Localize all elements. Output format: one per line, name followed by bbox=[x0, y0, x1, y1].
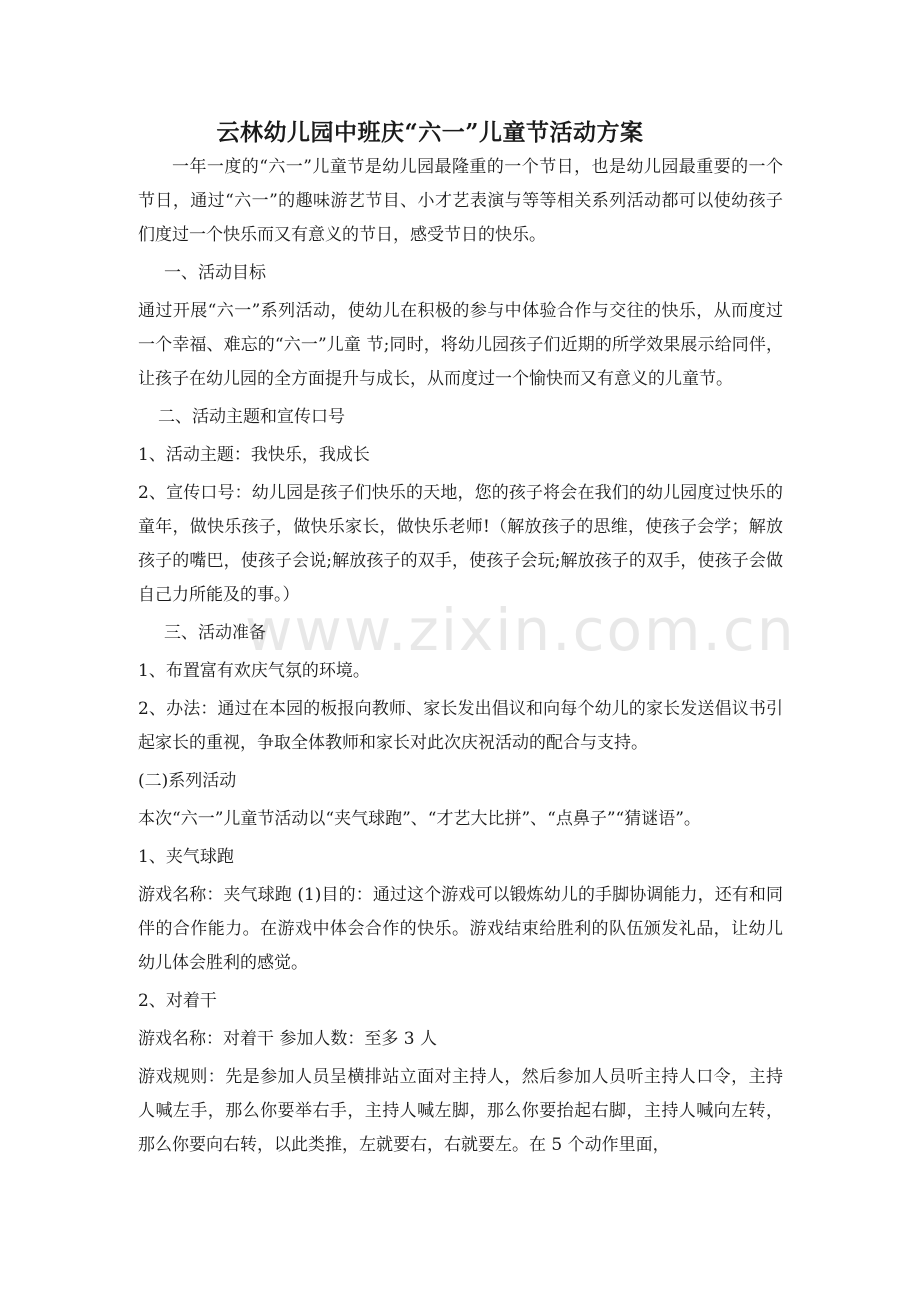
preparation-item-1: 1、布置富有欢庆气氛的环境。 bbox=[138, 661, 370, 681]
intro-paragraph: 一年一度的“六一”儿童节是幼儿园最隆重的一个节日，也是幼儿园最重要的一个节日，通过“六一”的趣味游艺节目、小才艺表演与等等相关系列活动都可以使幼孩子们度过一个快乐而又有意义的节日，感受节日的快乐。 bbox=[138, 157, 783, 245]
game-2-rules: 游戏规则：先是参加人员呈横排站立面对主持人，然后参加人员听主持人口令，主持人喊左手，那么你要举右手，主持人喊左脚，那么你要抬起右脚，主持人喊向左转，那么你要向右转，以此类推，左就要右，右就要左。在 5 个动作里面， bbox=[138, 1067, 783, 1155]
preparation-item-2: 2、办法：通过在本园的板报向教师、家长发出倡议和向每个幼儿的家长发送倡议书引起家长的重视，争取全体教师和家长对此次庆祝活动的配合与支持。 bbox=[138, 699, 783, 753]
section-heading-preparation: 三、活动准备 bbox=[164, 623, 266, 643]
section-heading-goals: 一、活动目标 bbox=[164, 263, 266, 283]
game-2-heading: 2、对着干 bbox=[138, 991, 217, 1011]
section-heading-theme: 二、活动主题和宣传口号 bbox=[158, 407, 345, 427]
series-intro: 本次“六一”儿童节活动以“夹气球跑”、“才艺大比拼”、“点鼻子”“猜谜语”。 bbox=[138, 809, 701, 829]
game-2-name: 游戏名称：对着干 参加人数：至多 3 人 bbox=[138, 1029, 438, 1049]
goals-paragraph: 通过开展“六一”系列活动，使幼儿在积极的参与中体验合作与交往的快乐，从而度过一个幸福、难忘的“六一”儿童 节;同时，将幼儿园孩子们近期的所学效果展示给同伴，让孩子在幼儿园的全方面提升与成长，从而度过一个愉快而又有意义的儿童节。 bbox=[138, 301, 783, 389]
game-1-description: 游戏名称：夹气球跑 (1)目的：通过这个游戏可以锻炼幼儿的手脚协调能力，还有和同伴的合作能力。在游戏中体会合作的快乐。游戏结束给胜利的队伍颁发礼品，让幼儿幼儿体会胜利的感觉。 bbox=[138, 885, 783, 973]
document-body bbox=[138, 150, 783, 1162]
watermark: www.zixin.com.cn bbox=[245, 596, 796, 664]
theme-item: 1、活动主题：我快乐，我成长 bbox=[138, 445, 370, 465]
section-heading-series: (二)系列活动 bbox=[138, 771, 237, 791]
slogan-item: 2、宣传口号：幼儿园是孩子们快乐的天地，您的孩子将会在我们的幼儿园度过快乐的童年，做快乐孩子，做快乐家长，做快乐老师!（解放孩子的思维，使孩子会学；解放孩子的嘴巴，使孩子会说;解放孩子的双手，使孩子会玩;解放孩子的双手，使孩子会做自己力所能及的事。） bbox=[138, 483, 783, 605]
game-1-heading: 1、夹气球跑 bbox=[138, 847, 234, 867]
document-title: 云林幼儿园中班庆“六一”儿童节活动方案 bbox=[216, 119, 644, 146]
